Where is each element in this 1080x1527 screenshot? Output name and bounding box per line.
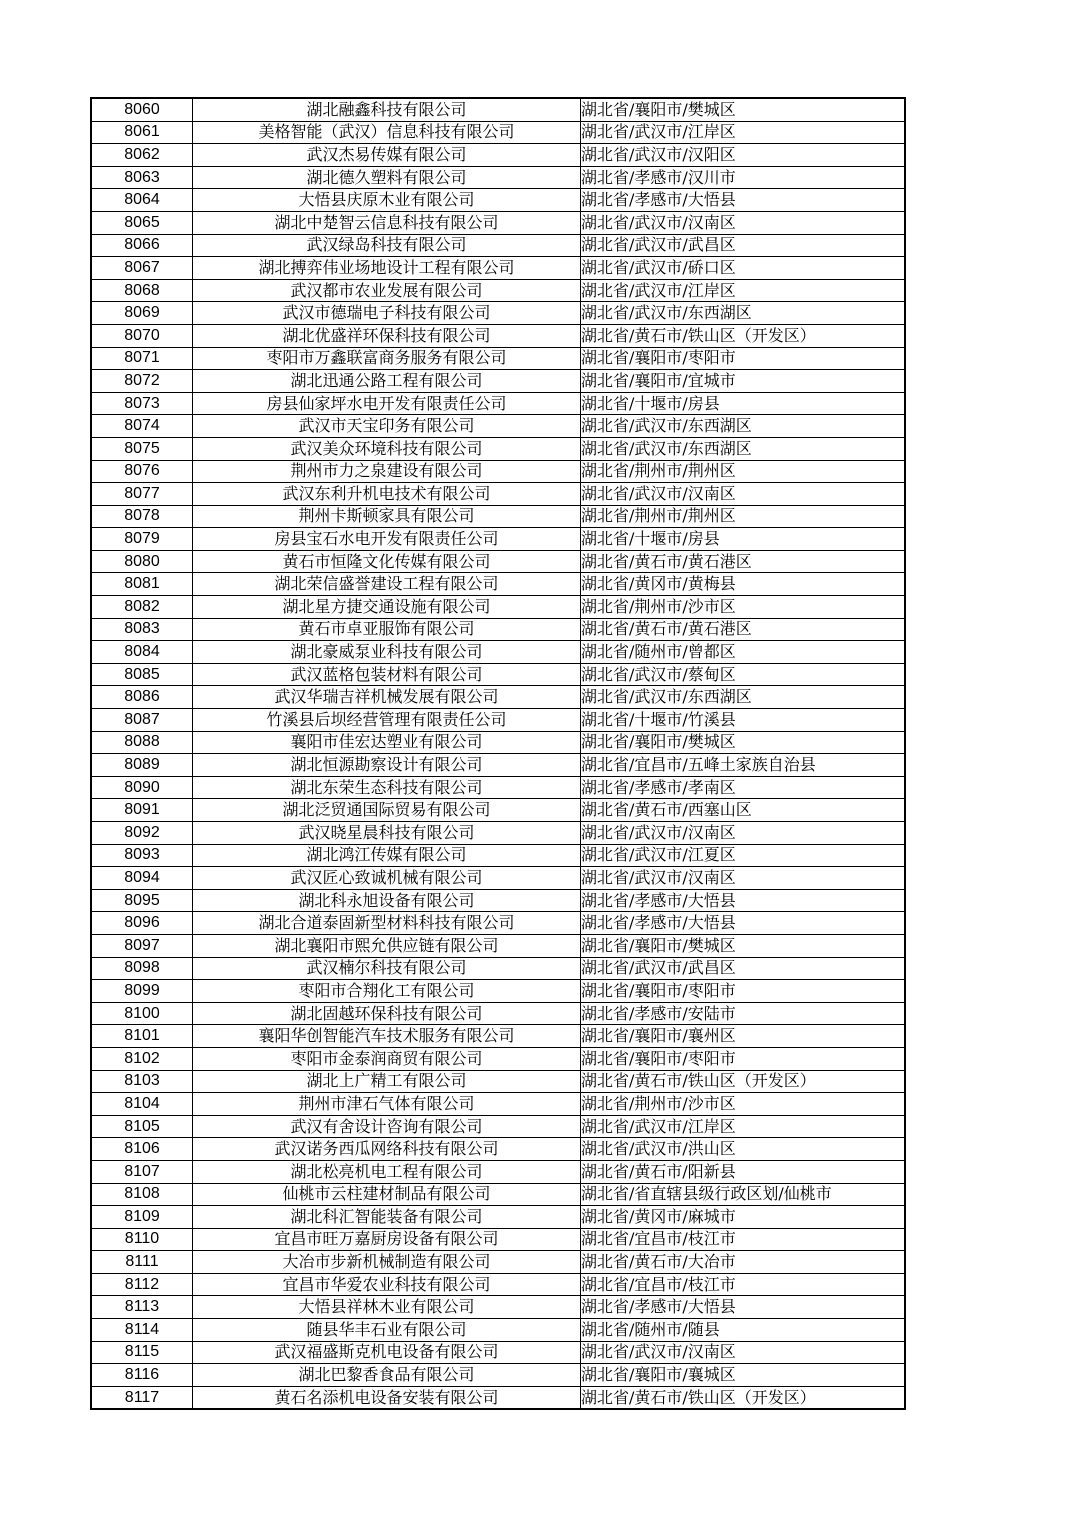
region-path: 湖北省/黄石市/西塞山区 (581, 799, 906, 822)
row-number: 8082 (91, 596, 193, 619)
row-number: 8074 (91, 415, 193, 438)
company-name: 武汉市德瑞电子科技有限公司 (193, 302, 581, 325)
region-path: 湖北省/襄阳市/樊城区 (581, 98, 906, 121)
table-row (91, 618, 905, 641)
table-row (91, 1364, 905, 1387)
row-number: 8067 (91, 257, 193, 280)
company-name: 武汉楠尔科技有限公司 (193, 957, 581, 980)
row-number: 8103 (91, 1070, 193, 1093)
table-row (91, 1160, 905, 1183)
company-name: 武汉福盛斯克机电设备有限公司 (193, 1341, 581, 1364)
row-number: 8108 (91, 1183, 193, 1206)
table-row (91, 1025, 905, 1048)
table-row (91, 573, 905, 596)
company-name: 枣阳市万鑫联富商务服务有限公司 (193, 347, 581, 370)
region-path: 湖北省/武汉市/武昌区 (581, 957, 906, 980)
company-name: 房县宝石水电开发有限责任公司 (193, 528, 581, 551)
row-number: 8109 (91, 1206, 193, 1229)
company-name: 湖北科汇智能装备有限公司 (193, 1206, 581, 1229)
region-path: 湖北省/黄冈市/麻城市 (581, 1206, 906, 1229)
region-path: 湖北省/武汉市/洪山区 (581, 1138, 906, 1161)
company-name: 宜昌市旺万嘉厨房设备有限公司 (193, 1228, 581, 1251)
row-number: 8100 (91, 1002, 193, 1025)
region-path: 湖北省/十堰市/房县 (581, 528, 906, 551)
company-name: 武汉华瑞吉祥机械发展有限公司 (193, 686, 581, 709)
region-path: 湖北省/武汉市/蔡甸区 (581, 663, 906, 686)
region-path: 湖北省/武汉市/东西湖区 (581, 415, 906, 438)
row-number: 8114 (91, 1319, 193, 1342)
company-name: 荆州市津石气体有限公司 (193, 1093, 581, 1116)
company-name: 湖北合道泰固新型材料科技有限公司 (193, 912, 581, 935)
row-number: 8092 (91, 822, 193, 845)
region-path: 湖北省/孝感市/大悟县 (581, 912, 906, 935)
company-name: 武汉杰易传媒有限公司 (193, 144, 581, 167)
company-name: 湖北融鑫科技有限公司 (193, 98, 581, 121)
company-table-body (91, 98, 905, 1409)
region-path: 湖北省/武汉市/江岸区 (581, 121, 906, 144)
row-number: 8071 (91, 347, 193, 370)
table-row (91, 1386, 905, 1409)
company-name: 武汉诺务西瓜网络科技有限公司 (193, 1138, 581, 1161)
region-path: 湖北省/宜昌市/枝江市 (581, 1273, 906, 1296)
region-path: 湖北省/黄石市/铁山区（开发区） (581, 324, 906, 347)
table-row (91, 392, 905, 415)
region-path: 湖北省/黄石市/黄石港区 (581, 550, 906, 573)
row-number: 8091 (91, 799, 193, 822)
region-path: 湖北省/黄石市/阳新县 (581, 1160, 906, 1183)
region-path: 湖北省/宜昌市/五峰土家族自治县 (581, 754, 906, 777)
table-row (91, 1047, 905, 1070)
region-path: 湖北省/宜昌市/枝江市 (581, 1228, 906, 1251)
row-number: 8105 (91, 1115, 193, 1138)
row-number: 8070 (91, 324, 193, 347)
table-row (91, 1138, 905, 1161)
row-number: 8106 (91, 1138, 193, 1161)
table-row (91, 505, 905, 528)
row-number: 8117 (91, 1386, 193, 1409)
region-path: 湖北省/黄石市/铁山区（开发区） (581, 1386, 906, 1409)
table-row (91, 324, 905, 347)
row-number: 8102 (91, 1047, 193, 1070)
table-row (91, 799, 905, 822)
row-number: 8083 (91, 618, 193, 641)
region-path: 湖北省/省直辖县级行政区划/仙桃市 (581, 1183, 906, 1206)
company-name: 湖北上广精工有限公司 (193, 1070, 581, 1093)
region-path: 湖北省/孝感市/大悟县 (581, 189, 906, 212)
company-name: 美格智能（武汉）信息科技有限公司 (193, 121, 581, 144)
company-name: 湖北优盛祥环保科技有限公司 (193, 324, 581, 347)
row-number: 8096 (91, 912, 193, 935)
row-number: 8081 (91, 573, 193, 596)
company-name: 武汉匠心致诚机械有限公司 (193, 867, 581, 890)
row-number: 8077 (91, 483, 193, 506)
company-name: 湖北松亮机电工程有限公司 (193, 1160, 581, 1183)
company-name: 湖北星方捷交通设施有限公司 (193, 596, 581, 619)
region-path: 湖北省/武汉市/武昌区 (581, 234, 906, 257)
row-number: 8061 (91, 121, 193, 144)
company-name: 大悟县庆原木业有限公司 (193, 189, 581, 212)
table-row (91, 302, 905, 325)
region-path: 湖北省/襄阳市/宜城市 (581, 370, 906, 393)
company-name: 武汉美众环境科技有限公司 (193, 437, 581, 460)
region-path: 湖北省/武汉市/汉南区 (581, 483, 906, 506)
company-name: 大悟县祥林木业有限公司 (193, 1296, 581, 1319)
table-row (91, 596, 905, 619)
table-row (91, 121, 905, 144)
row-number: 8068 (91, 279, 193, 302)
row-number: 8098 (91, 957, 193, 980)
table-row (91, 709, 905, 732)
company-name: 荆州卡斯顿家具有限公司 (193, 505, 581, 528)
company-name: 房县仙家坪水电开发有限责任公司 (193, 392, 581, 415)
table-row (91, 189, 905, 212)
table-row (91, 912, 905, 935)
row-number: 8063 (91, 166, 193, 189)
row-number: 8060 (91, 98, 193, 121)
region-path: 湖北省/十堰市/竹溪县 (581, 709, 906, 732)
company-name: 仙桃市云柱建材制品有限公司 (193, 1183, 581, 1206)
region-path: 湖北省/武汉市/汉南区 (581, 1341, 906, 1364)
row-number: 8073 (91, 392, 193, 415)
company-name: 枣阳市金泰润商贸有限公司 (193, 1047, 581, 1070)
row-number: 8101 (91, 1025, 193, 1048)
company-name: 枣阳市合翔化工有限公司 (193, 980, 581, 1003)
row-number: 8097 (91, 934, 193, 957)
row-number: 8085 (91, 663, 193, 686)
table-row (91, 1115, 905, 1138)
row-number: 8062 (91, 144, 193, 167)
row-number: 8064 (91, 189, 193, 212)
region-path: 湖北省/荆州市/沙市区 (581, 596, 906, 619)
region-path: 湖北省/武汉市/江岸区 (581, 279, 906, 302)
row-number: 8095 (91, 889, 193, 912)
company-name: 宜昌市华爱农业科技有限公司 (193, 1273, 581, 1296)
table-row (91, 867, 905, 890)
table-row (91, 686, 905, 709)
region-path: 湖北省/武汉市/东西湖区 (581, 302, 906, 325)
row-number: 8104 (91, 1093, 193, 1116)
table-row (91, 1251, 905, 1274)
table-row (91, 754, 905, 777)
row-number: 8111 (91, 1251, 193, 1274)
region-path: 湖北省/武汉市/汉南区 (581, 211, 906, 234)
region-path: 湖北省/孝感市/安陆市 (581, 1002, 906, 1025)
company-name: 荆州市力之泉建设有限公司 (193, 460, 581, 483)
company-name: 武汉有舍设计咨询有限公司 (193, 1115, 581, 1138)
company-name: 武汉蓝格包装材料有限公司 (193, 663, 581, 686)
region-path: 湖北省/武汉市/汉南区 (581, 867, 906, 890)
table-row (91, 98, 905, 121)
region-path: 湖北省/随州市/随县 (581, 1319, 906, 1342)
row-number: 8094 (91, 867, 193, 890)
row-number: 8093 (91, 844, 193, 867)
region-path: 湖北省/襄阳市/枣阳市 (581, 347, 906, 370)
table-row (91, 1070, 905, 1093)
company-name: 武汉市天宝印务有限公司 (193, 415, 581, 438)
table-row (91, 415, 905, 438)
company-name: 武汉东利升机电技术有限公司 (193, 483, 581, 506)
company-name: 湖北鸿江传媒有限公司 (193, 844, 581, 867)
row-number: 8112 (91, 1273, 193, 1296)
row-number: 8099 (91, 980, 193, 1003)
region-path: 湖北省/襄阳市/樊城区 (581, 934, 906, 957)
table-row (91, 731, 905, 754)
region-path: 湖北省/武汉市/东西湖区 (581, 437, 906, 460)
company-name: 襄阳华创智能汽车技术服务有限公司 (193, 1025, 581, 1048)
company-name: 湖北荣信盛誉建设工程有限公司 (193, 573, 581, 596)
company-name: 湖北迅通公路工程有限公司 (193, 370, 581, 393)
table-row (91, 550, 905, 573)
table-row (91, 483, 905, 506)
table-row (91, 1183, 905, 1206)
company-name: 竹溪县后坝经营管理有限责任公司 (193, 709, 581, 732)
table-row (91, 957, 905, 980)
region-path: 湖北省/襄阳市/枣阳市 (581, 980, 906, 1003)
region-path: 湖北省/武汉市/硚口区 (581, 257, 906, 280)
row-number: 8115 (91, 1341, 193, 1364)
table-row (91, 934, 905, 957)
row-number: 8088 (91, 731, 193, 754)
table-row (91, 460, 905, 483)
table-row (91, 279, 905, 302)
company-name: 湖北科永旭设备有限公司 (193, 889, 581, 912)
region-path: 湖北省/武汉市/东西湖区 (581, 686, 906, 709)
company-name: 湖北恒源勘察设计有限公司 (193, 754, 581, 777)
company-name: 湖北东荣生态科技有限公司 (193, 776, 581, 799)
region-path: 湖北省/荆州市/荆州区 (581, 505, 906, 528)
company-name: 武汉晓星晨科技有限公司 (193, 822, 581, 845)
table-row (91, 844, 905, 867)
row-number: 8116 (91, 1364, 193, 1387)
table-row (91, 234, 905, 257)
table-row (91, 257, 905, 280)
region-path: 湖北省/武汉市/汉阳区 (581, 144, 906, 167)
region-path: 湖北省/十堰市/房县 (581, 392, 906, 415)
company-name: 武汉绿岛科技有限公司 (193, 234, 581, 257)
table-row (91, 1228, 905, 1251)
row-number: 8075 (91, 437, 193, 460)
company-name: 湖北中楚智云信息科技有限公司 (193, 211, 581, 234)
row-number: 8113 (91, 1296, 193, 1319)
table-row (91, 1002, 905, 1025)
company-name: 襄阳市佳宏达塑业有限公司 (193, 731, 581, 754)
row-number: 8084 (91, 641, 193, 664)
region-path: 湖北省/孝感市/大悟县 (581, 889, 906, 912)
company-name: 黄石名添机电设备安装有限公司 (193, 1386, 581, 1409)
table-row (91, 822, 905, 845)
region-path: 湖北省/黄冈市/黄梅县 (581, 573, 906, 596)
table-row (91, 1296, 905, 1319)
row-number: 8086 (91, 686, 193, 709)
region-path: 湖北省/随州市/曾都区 (581, 641, 906, 664)
row-number: 8089 (91, 754, 193, 777)
company-name: 湖北襄阳市熙允供应链有限公司 (193, 934, 581, 957)
row-number: 8069 (91, 302, 193, 325)
region-path: 湖北省/武汉市/汉南区 (581, 822, 906, 845)
region-path: 湖北省/黄石市/黄石港区 (581, 618, 906, 641)
row-number: 8078 (91, 505, 193, 528)
table-row (91, 889, 905, 912)
row-number: 8090 (91, 776, 193, 799)
table-row (91, 1206, 905, 1229)
region-path: 湖北省/襄阳市/襄城区 (581, 1364, 906, 1387)
company-name: 湖北巴黎香食品有限公司 (193, 1364, 581, 1387)
table-row (91, 370, 905, 393)
company-name: 湖北德久塑料有限公司 (193, 166, 581, 189)
region-path: 湖北省/黄石市/铁山区（开发区） (581, 1070, 906, 1093)
region-path: 湖北省/荆州市/沙市区 (581, 1093, 906, 1116)
table-row (91, 776, 905, 799)
row-number: 8080 (91, 550, 193, 573)
region-path: 湖北省/武汉市/江岸区 (581, 1115, 906, 1138)
region-path: 湖北省/黄石市/大冶市 (581, 1251, 906, 1274)
table-row (91, 1341, 905, 1364)
table-row (91, 980, 905, 1003)
row-number: 8076 (91, 460, 193, 483)
region-path: 湖北省/襄阳市/樊城区 (581, 731, 906, 754)
company-name: 随县华丰石业有限公司 (193, 1319, 581, 1342)
row-number: 8110 (91, 1228, 193, 1251)
table-row (91, 1093, 905, 1116)
company-name: 黄石市恒隆文化传媒有限公司 (193, 550, 581, 573)
table-row (91, 166, 905, 189)
region-path: 湖北省/襄阳市/襄州区 (581, 1025, 906, 1048)
table-row (91, 144, 905, 167)
table-row (91, 641, 905, 664)
region-path: 湖北省/武汉市/江夏区 (581, 844, 906, 867)
table-row (91, 211, 905, 234)
table-row (91, 1273, 905, 1296)
region-path: 湖北省/荆州市/荆州区 (581, 460, 906, 483)
company-name: 大冶市步新机械制造有限公司 (193, 1251, 581, 1274)
company-table (90, 97, 906, 1410)
row-number: 8107 (91, 1160, 193, 1183)
row-number: 8079 (91, 528, 193, 551)
company-name: 武汉都市农业发展有限公司 (193, 279, 581, 302)
row-number: 8065 (91, 211, 193, 234)
table-row (91, 347, 905, 370)
region-path: 湖北省/襄阳市/枣阳市 (581, 1047, 906, 1070)
row-number: 8072 (91, 370, 193, 393)
row-number: 8066 (91, 234, 193, 257)
company-name: 湖北搏弈伟业场地设计工程有限公司 (193, 257, 581, 280)
row-number: 8087 (91, 709, 193, 732)
company-name: 黄石市卓亚服饰有限公司 (193, 618, 581, 641)
table-row (91, 663, 905, 686)
table-row (91, 437, 905, 460)
table-row (91, 1319, 905, 1342)
table-row (91, 528, 905, 551)
company-name: 湖北固越环保科技有限公司 (193, 1002, 581, 1025)
company-name: 湖北泛贸通国际贸易有限公司 (193, 799, 581, 822)
region-path: 湖北省/孝感市/大悟县 (581, 1296, 906, 1319)
region-path: 湖北省/孝感市/孝南区 (581, 776, 906, 799)
region-path: 湖北省/孝感市/汉川市 (581, 166, 906, 189)
company-name: 湖北豪威泵业科技有限公司 (193, 641, 581, 664)
